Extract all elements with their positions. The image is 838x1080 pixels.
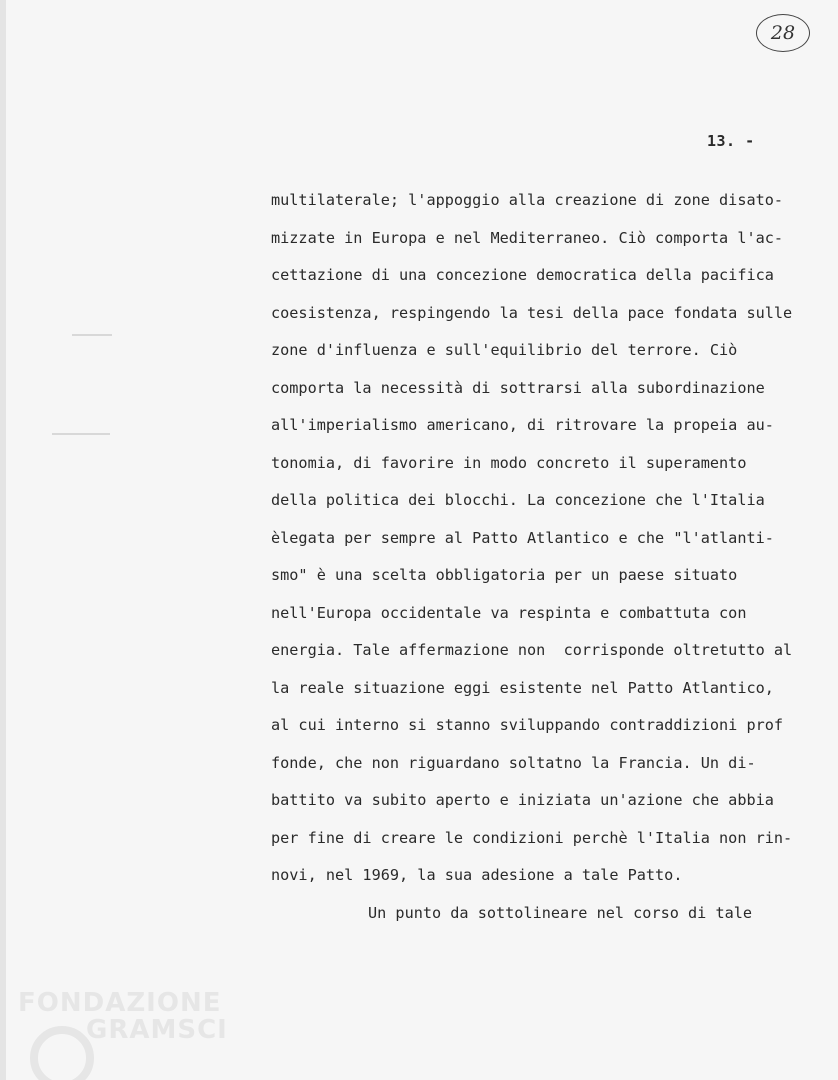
text-line: zone d'influenza e sull'equilibrio del terrore. Ciò — [271, 341, 738, 359]
text-line: èlegata per sempre al Patto Atlantico e che "l'atlanti- — [271, 528, 774, 547]
text-line: al cui interno si stanno sviluppando contraddizioni prof — [271, 716, 784, 734]
margin-mark — [72, 334, 112, 336]
text-line: per fine di creare le condizioni perchè l'Italia non rin- — [271, 828, 793, 847]
text-line: cettazione di una concezione democratica della pacifica — [271, 266, 774, 284]
text-line: battito va subito aperto e iniziata un'azione che abbia — [271, 791, 774, 809]
text-line: della politica dei blocchi. La concezione che l'Italia — [271, 491, 765, 509]
watermark — [18, 990, 228, 1045]
text-line: tonomia, di favorire in modo concreto il superamento — [271, 453, 747, 472]
text-line: all'imperialismo americano, di ritrovare la propeia au- — [271, 416, 774, 434]
text-line: novi, nel 1969, la sua adesione a tale Patto. — [271, 866, 683, 884]
body-text — [271, 186, 831, 936]
text-line: nell'Europa occidentale va respinta e combattuta con — [271, 603, 747, 622]
text-line: comporta la necessità di sottrarsi alla subordinazione — [271, 378, 765, 397]
watermark-line: FONDAZIONE — [18, 988, 222, 1018]
text-line: energia. Tale affermazione non corrisponde oltretutto al — [271, 641, 793, 659]
page-number: 13. - — [707, 132, 755, 150]
text-line: coesistenza, respingendo la tesi della pace fondata sulle — [271, 303, 793, 322]
text-line: la reale situazione eggi esistente nel Patto Atlantico, — [271, 678, 774, 697]
text-line: Un punto da sottolineare nel corso di tale — [368, 903, 753, 922]
text-line: fonde, che non riguardano soltatno la Francia. Un di- — [271, 753, 756, 772]
text-line: multilaterale; l'appoggio alla creazione di zone disato- — [271, 191, 784, 209]
scan-edge — [0, 0, 6, 1080]
text-line: smo" è una scelta obbligatoria per un paese situato — [271, 566, 738, 584]
text-line: mizzate in Europa e nel Mediterraneo. Ciò comporta l'ac- — [271, 228, 784, 247]
margin-mark — [52, 433, 110, 435]
archive-page-number: 28 — [756, 14, 810, 52]
watermark-line: GRAMSCI — [86, 1015, 228, 1046]
